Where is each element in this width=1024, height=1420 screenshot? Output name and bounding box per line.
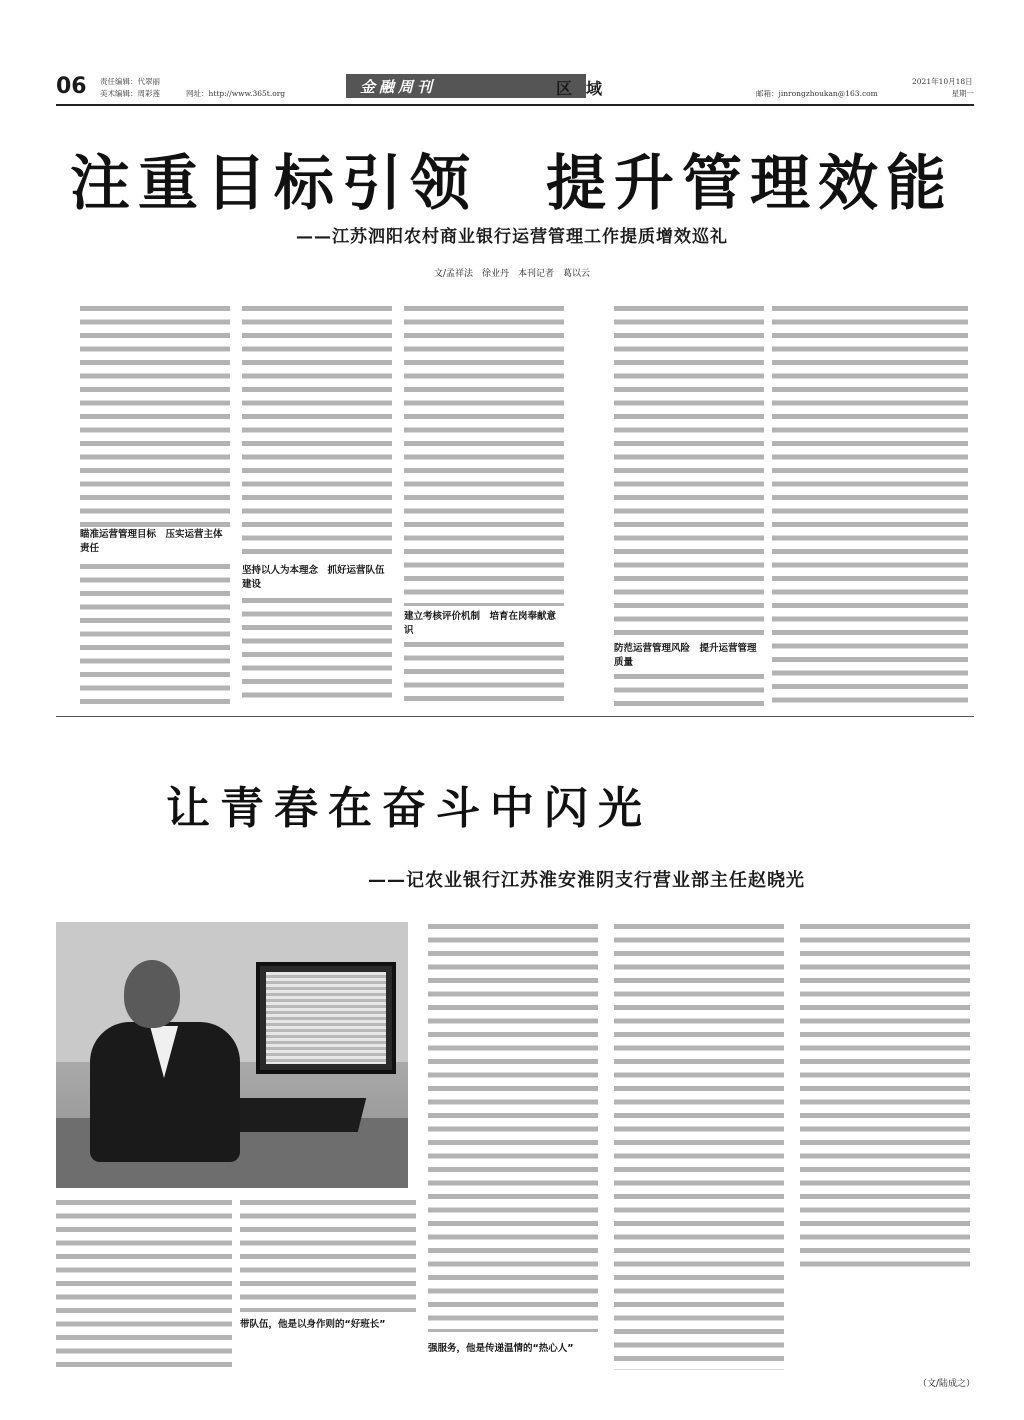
article1-column-4: [614, 302, 764, 706]
body-text-block: [404, 306, 564, 606]
article2-column-1: [56, 1200, 232, 1370]
article2-credit: （文/陆成之）: [918, 1379, 976, 1389]
article1-headline: 注重目标引领 提升管理效能: [70, 149, 954, 219]
article2-headline: 让青春在奋斗中闪光: [166, 783, 652, 834]
article1-subhead-1: 瞄准运营管理目标 压实运营主体责任: [80, 528, 230, 556]
body-text-block: [614, 924, 784, 1370]
body-text-block: [242, 598, 392, 706]
article1-subhead-3: 建立考核评价机制 培育在岗奉献意识: [404, 610, 564, 638]
body-text-block: [242, 306, 392, 558]
editor-line: 责任编辑：代翠丽: [100, 77, 160, 86]
article2-subhead-2: 强服务，他是传递温情的“热心人”: [428, 1342, 598, 1356]
article2-subhead-1: 带队伍，他是以身作则的“好班长”: [240, 1318, 416, 1332]
website-line: 网址：http://www.365t.org: [186, 89, 286, 98]
article1-subtitle: ——江苏泗阳农村商业银行运营管理工作提质增效巡礼: [296, 227, 728, 247]
article2-column-2: [240, 1200, 416, 1370]
weekday: 星期一: [951, 89, 974, 98]
article2-column-3: [428, 922, 598, 1370]
body-text-block: [80, 306, 230, 528]
date: 2021年10月18日: [912, 77, 973, 86]
body-text-block: [428, 924, 598, 1332]
body-text-block: [404, 642, 564, 706]
issue-date: [912, 76, 974, 100]
body-text-block: [56, 1200, 232, 1370]
body-text-block: [614, 306, 764, 640]
article-divider: [56, 716, 974, 717]
section-name: 区域: [556, 79, 617, 98]
paper-name: 金融周刊: [346, 74, 586, 98]
body-text-block: [800, 924, 970, 1274]
article2-column-4: [614, 922, 784, 1370]
email-line: 邮箱：jinrongzhoukan@163.com: [756, 89, 878, 98]
art-editor-line: 美术编辑：周彩莲: [100, 89, 160, 98]
article1-column-2: [242, 302, 392, 706]
article1-subhead-4: 防范运营管理风险 提升运营管理质量: [614, 642, 764, 670]
body-text-block: [772, 306, 968, 706]
editor-credits: [100, 76, 160, 100]
article1-byline: 文/孟祥法 徐业丹 本刊记者 葛以云: [433, 269, 591, 279]
page-number: 06: [56, 74, 87, 99]
article2-subtitle: ——记农业银行江苏淮安淮阴支行营业部主任赵晓光: [368, 870, 805, 891]
article2-photo: [56, 922, 408, 1188]
page-header: [56, 74, 974, 106]
article1-column-1: [80, 302, 230, 706]
body-text-block: [240, 1200, 416, 1312]
article2-column-5: [800, 922, 970, 1370]
article1-column-3: [404, 302, 564, 706]
article1-column-5: [772, 302, 968, 706]
body-text-block: [80, 564, 230, 706]
body-text-block: [614, 674, 764, 706]
article1-subhead-2: 坚持以人为本理念 抓好运营队伍建设: [242, 564, 392, 592]
monitor-shape: [256, 962, 396, 1074]
